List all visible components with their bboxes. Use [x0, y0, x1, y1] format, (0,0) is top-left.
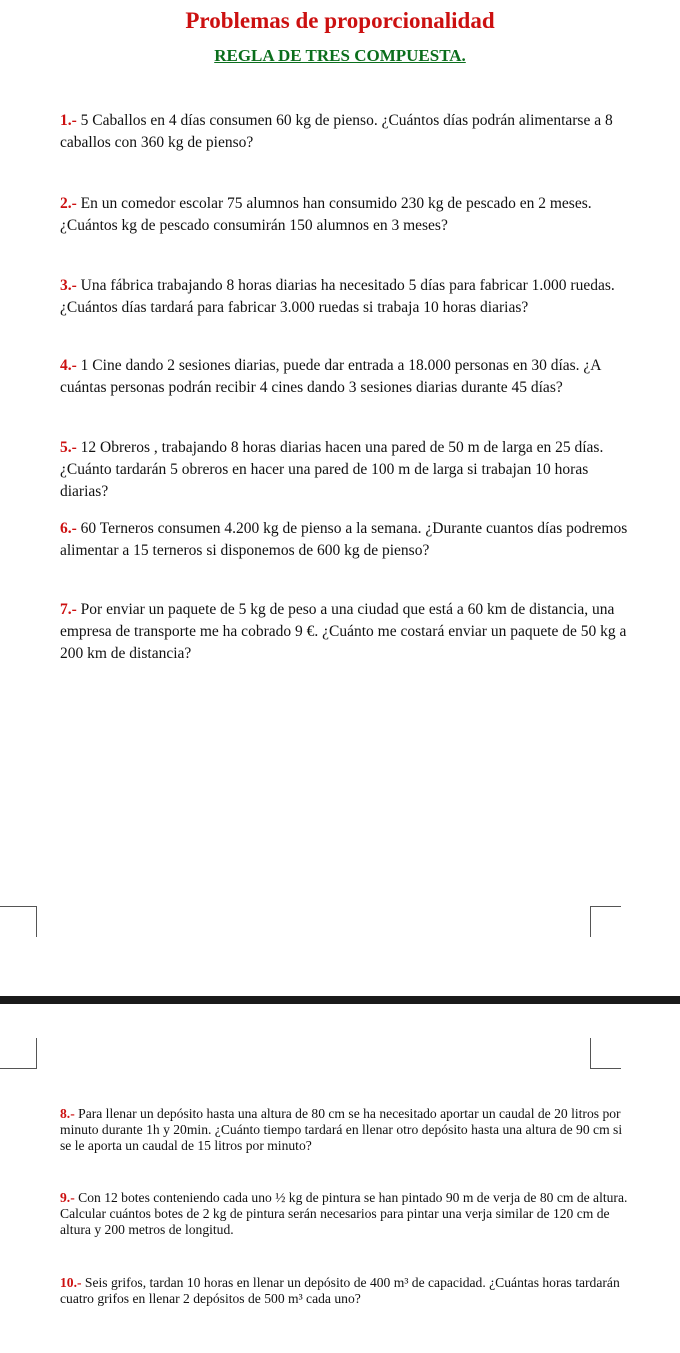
- problem-number: 3.-: [60, 277, 77, 294]
- problem-9: [60, 1190, 630, 1238]
- problem-number: 4.-: [60, 357, 77, 374]
- crop-mark-bottom-right: [590, 1038, 621, 1069]
- problem-number: 10.-: [60, 1275, 82, 1290]
- problem-number: 5.-: [60, 439, 77, 456]
- page-title: Problemas de proporcionalidad: [185, 8, 495, 33]
- problem-5: [60, 437, 640, 503]
- problem-text: Para llenar un depósito hasta una altura de 80 cm se ha necesitado aportar un caudal de 20 litros por minuto durante 1h y 20min. ¿Cuánto tiempo tardará en llenar otro depósito hasta una altura de 90 cm si se le aporta un caudal de 15 litros por minuto?: [60, 1106, 623, 1153]
- problem-text: En un comedor escolar 75 alumnos han consumido 230 kg de pescado en 2 meses. ¿Cuántos kg de pescado consumirán 150 alumnos en 3 meses?: [60, 195, 592, 234]
- problem-2: [60, 193, 640, 237]
- page-subtitle: REGLA DE TRES COMPUESTA.: [214, 46, 466, 65]
- problem-text: Una fábrica trabajando 8 horas diarias ha necesitado 5 días para fabricar 1.000 ruedas. ¿Cuántos días tardará para fabricar 3.000 ruedas si trabaja 10 horas diarias?: [60, 277, 615, 316]
- problem-number: 2.-: [60, 195, 77, 212]
- problem-text: 5 Caballos en 4 días consumen 60 kg de pienso. ¿Cuántos días podrán alimentarse a 8 caballos con 360 kg de pienso?: [60, 112, 613, 151]
- crop-mark-top-right: [590, 906, 621, 937]
- problem-text: 60 Terneros consumen 4.200 kg de pienso a la semana. ¿Durante cuantos días podremos alimentar a 15 terneros si disponemos de 600 kg de pienso?: [60, 520, 628, 559]
- problem-number: 1.-: [60, 112, 77, 129]
- problem-number: 6.-: [60, 520, 77, 537]
- crop-mark-bottom-left: [0, 1038, 37, 1069]
- problem-1: [60, 110, 640, 154]
- crop-mark-top-left: [0, 906, 37, 937]
- problem-text: 1 Cine dando 2 sesiones diarias, puede dar entrada a 18.000 personas en 30 días. ¿A cuántas personas podrán recibir 4 cines dando 3 sesiones diarias durante 45 días?: [60, 357, 601, 396]
- problem-number: 7.-: [60, 601, 77, 618]
- problem-4: [60, 355, 640, 399]
- problem-6: [60, 518, 640, 562]
- page-divider: [0, 996, 680, 1004]
- problem-3: [60, 275, 640, 319]
- problem-text: Seis grifos, tardan 10 horas en llenar un depósito de 400 m³ de capacidad. ¿Cuántas horas tardarán cuatro grifos en llenar 2 depósitos de 500 m³ cada uno?: [60, 1275, 620, 1306]
- problem-10: [60, 1275, 630, 1307]
- problem-text: Con 12 botes conteniendo cada uno ½ kg de pintura se han pintado 90 m de verja de 80 cm de altura. Calcular cuántos botes de 2 kg de pintura serán necesarios para pintar una verja similar de 120 cm de altura y 200 metros de longitud.: [60, 1190, 628, 1237]
- problem-text: Por enviar un paquete de 5 kg de peso a una ciudad que está a 60 km de distancia, una empresa de transporte me ha cobrado 9 €. ¿Cuánto me costará enviar un paquete de 50 kg a 200 km de distancia?: [60, 601, 627, 662]
- problem-number: 9.-: [60, 1190, 75, 1205]
- problem-text: 12 Obreros , trabajando 8 horas diarias hacen una pared de 50 m de larga en 25 días. ¿Cuánto tardarán 5 obreros en hacer una pared de 100 m de larga si trabajan 10 horas diarias?: [60, 439, 604, 500]
- problem-number: 8.-: [60, 1106, 75, 1121]
- problem-8: [60, 1106, 630, 1154]
- problem-7: [60, 599, 640, 665]
